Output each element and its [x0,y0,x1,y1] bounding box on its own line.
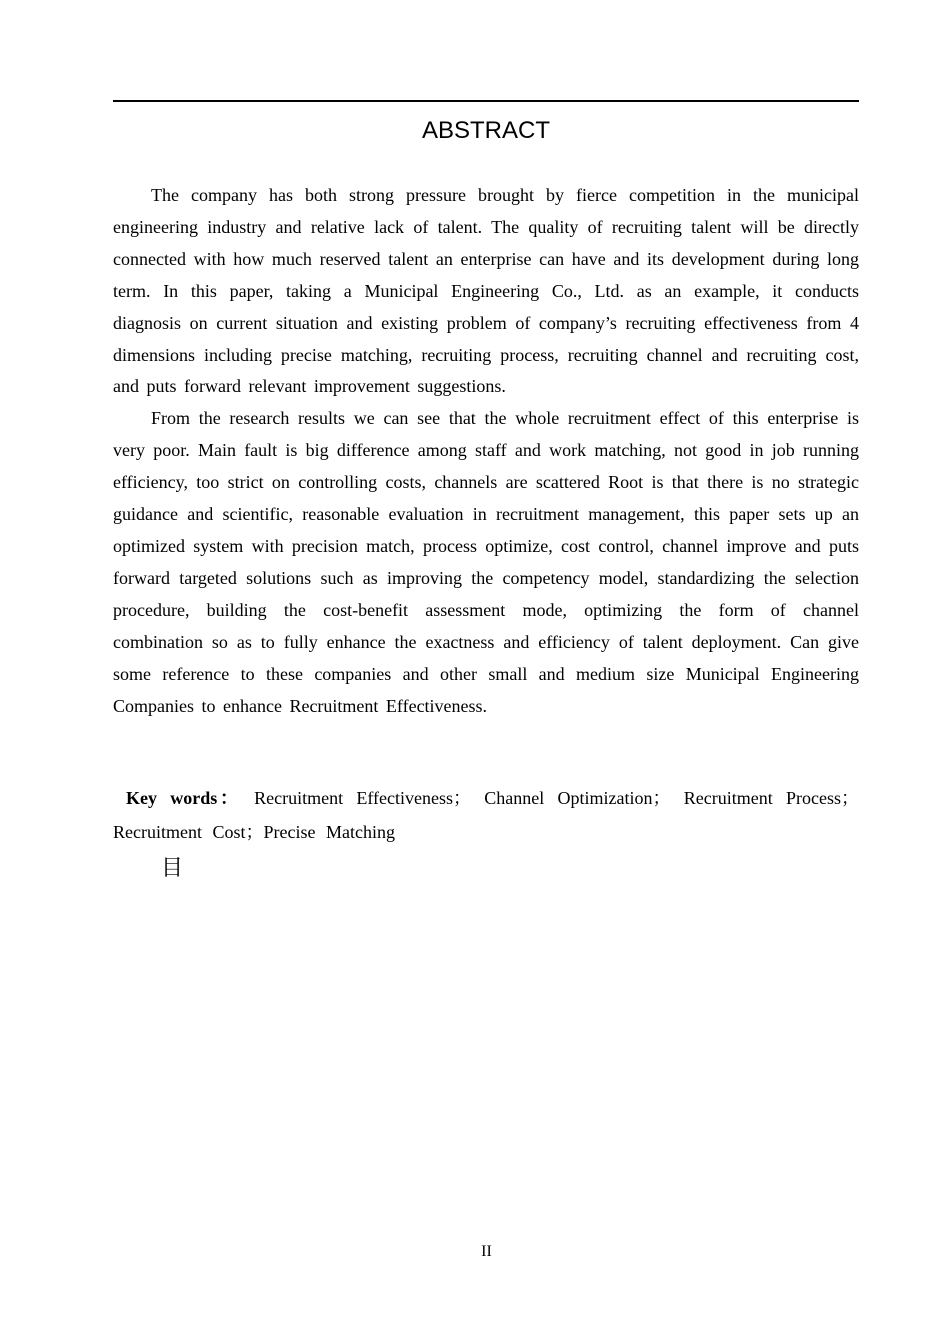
abstract-title: ABSTRACT [421,117,550,144]
abstract-body [113,180,859,722]
keyword-item: Recruitment Cost； [113,822,264,842]
toc-heading-fragment: 目 [161,856,184,881]
abstract-paragraph-2: From the research results we can see that the whole recruitment effect of this enterprise is very poor. Main fault is big difference among staff and work matching, not good in job running efficiency, too strict on controlling costs, channels are scattered Root is that there is no strategic guidance and scientific, reasonable evaluation in recruitment management, this paper sets up an optimized system with precision match, process optimize, cost control, channel improve and puts forward targeted solutions such as improving the competency model, standardizing the selection procedure, building the cost-benefit assessment mode, optimizing the form of channel combination so as to fully enhance the exactness and efficiency of talent deployment. Can give some reference to these companies and other small and medium size Municipal Engineering Companies to enhance Recruitment Effectiveness. [113,408,859,716]
abstract-paragraph-1: The company has both strong pressure brought by fierce competition in the municipal engineering industry and relative lack of talent. The quality of recruiting talent will be directly connected with how much reserved talent an enterprise can have and its development during long term. In this paper, taking a Municipal Engineering Co., Ltd. as an example, it conducts diagnosis on current situation and existing problem of company’s recruiting effectiveness from 4 dimensions including precise matching, recruiting process, recruiting channel and recruiting cost, and puts forward relevant improvement suggestions. [113,185,859,397]
keyword-item: Precise Matching [263,822,395,842]
page-number: II [481,1243,492,1260]
keyword-item: Recruitment Process； [683,788,860,808]
keywords-line [113,781,859,849]
keyword-item: Recruitment Effectiveness； [254,788,471,808]
keywords-label: Key words： [126,788,241,808]
header-rule [113,100,859,102]
keyword-item: Channel Optimization； [484,788,671,808]
